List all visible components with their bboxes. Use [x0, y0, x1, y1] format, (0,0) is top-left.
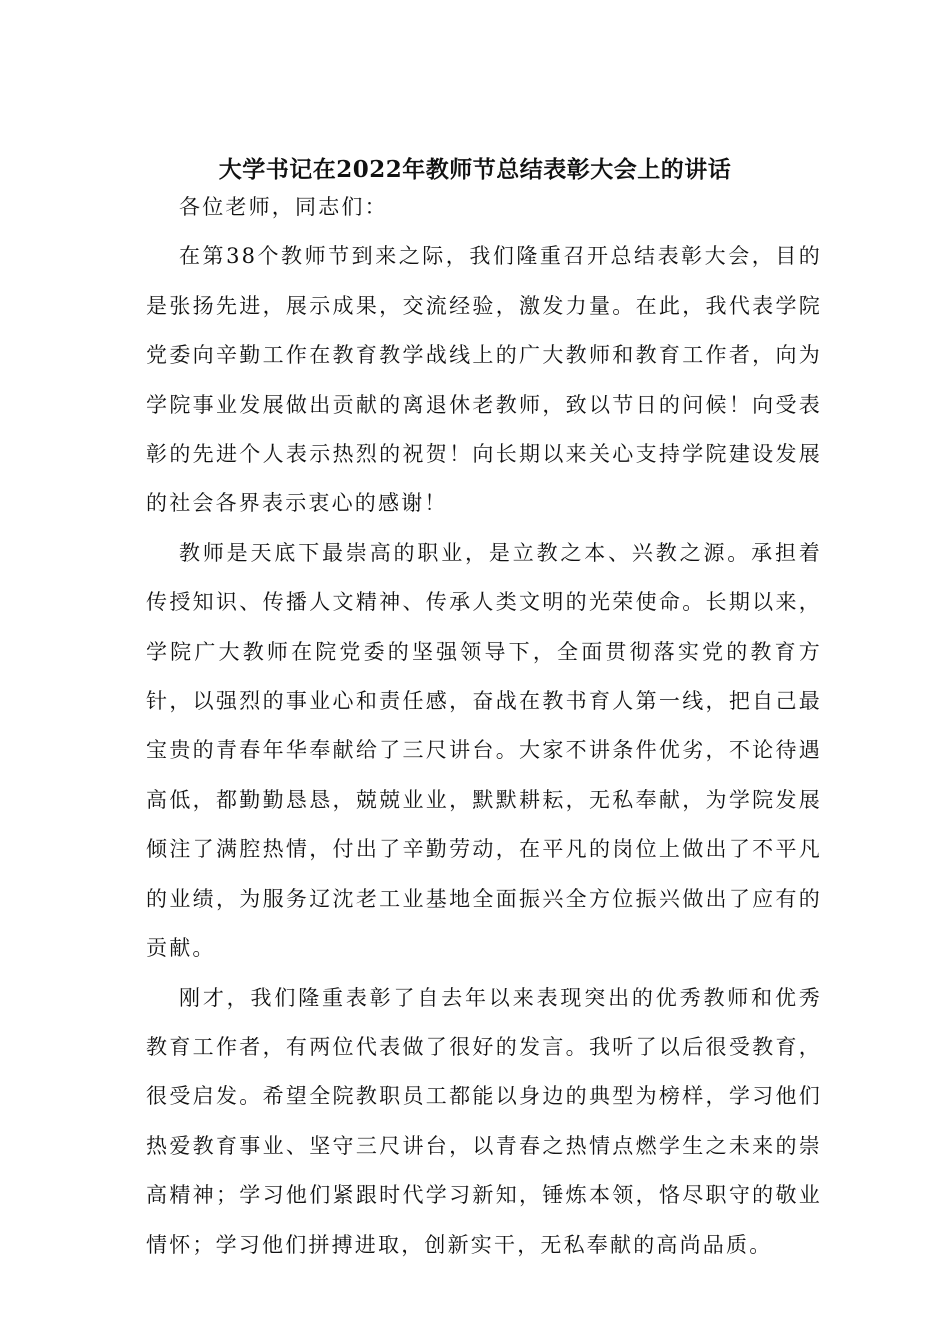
paragraph: 教师是天底下最崇高的职业，是立教之本、兴教之源。承担着传授知识、传播人文精神、传承人类文明的光荣使命。长期以来，学院广大教师在院党委的坚强领导下，全面贯彻落实党的教育方针，以强烈的事业心和责任感，奋战在教书育人第一线，把自己最宝贵的青春年华奉献给了三尺讲台。大家不讲条件优劣，不论待遇高低，都勤勤恳恳，兢兢业业，默默耕耘，无私奉献，为学院发展倾注了满腔热情，付出了辛勤劳动，在平凡的岗位上做出了不平凡的业绩，为服务辽沈老工业基地全面振兴全方位振兴做出了应有的贡献。: [146, 540, 822, 961]
document-body: [146, 183, 822, 1270]
document-title: 大学书记在2022年教师节总结表彰大会上的讲话: [218, 156, 732, 184]
salutation: 各位老师，同志们：: [179, 195, 388, 219]
paragraph: 在第38个教师节到来之际，我们隆重召开总结表彰大会，目的是张扬先进，展示成果，交流经验，激发力量。在此，我代表学院党委向辛勤工作在教育教学战线上的广大教师和教育工作者，向为学院事业发展做出贡献的离退休老教师，致以节日的问候！向受表彰的先进个人表示热烈的祝贺！向长期以来关心支持学院建设发展的社会各界表示衷心的感谢！: [146, 244, 822, 516]
paragraph: 刚才，我们隆重表彰了自去年以来表现突出的优秀教师和优秀教育工作者，有两位代表做了很好的发言。我听了以后很受教育，很受启发。希望全院教职员工都能以身边的典型为榜样，学习他们热爱教育事业、坚守三尺讲台，以青春之热情点燃学生之未来的崇高精神；学习他们紧跟时代学习新知，锤炼本领，恪尽职守的敬业情怀；学习他们拼搏进取，创新实干，无私奉献的高尚品质。: [146, 985, 822, 1257]
